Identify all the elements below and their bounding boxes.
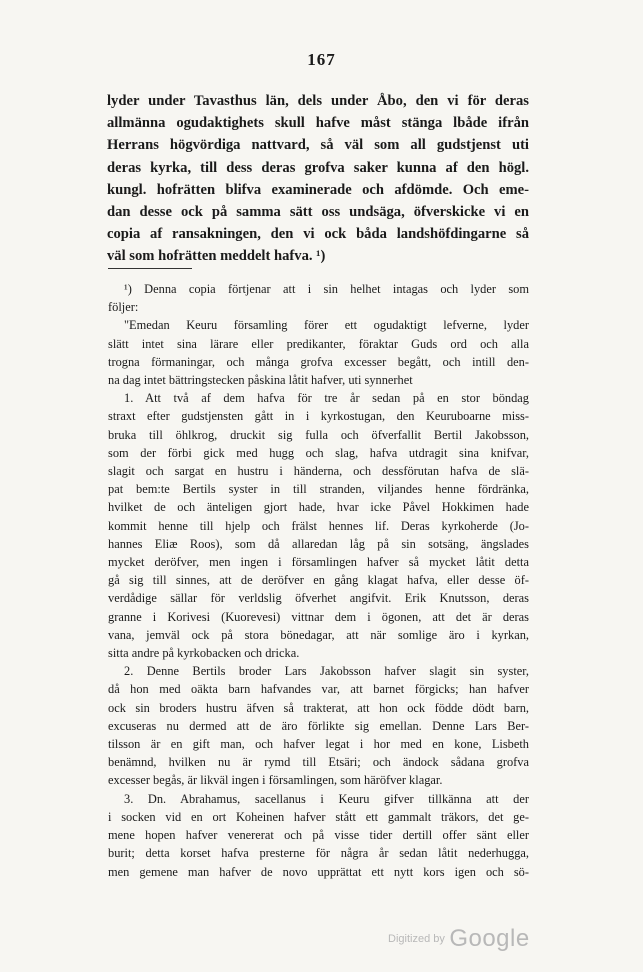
footnote-line: granne i Korivesi (Kuorevesi) vittnar dem i ögonen, att det är deras [108, 609, 529, 624]
footnote-line: ock sin broders hustru äfven så trakterat, att hon ock födde dödt barn, [108, 700, 529, 715]
main-text-line: deras kyrka, till dess deras grofva saker kunna af den högl. [107, 159, 529, 176]
footnote-line: excuseras nu dermed att de äro förlikte sig emellan. Denne Lars Ber- [108, 718, 529, 733]
footnote-line: i socken vid en ort Koheinen hafver stått ett gammalt träkors, det ge- [108, 809, 529, 824]
footnote-line: slagit och sargat en hustru i händerna, och dessförutan hafva de slä- [108, 464, 529, 479]
footnote-line: straxt efter gudstjensten gått in i kyrkostugan, den Keuruboarne miss- [108, 409, 529, 424]
footnote-line: vana, jemväl ock på stora bönedagar, att när somlige äro i kyrkan, [108, 627, 529, 642]
footnote-line: som der förbi gick med hugg och slag, hafva utdragit sina knifvar, [108, 445, 529, 460]
footnote-line: verdådige sällar för verldslig öfverhet angifvit. Erik Knutsson, deras [108, 591, 529, 606]
page-number: 167 [307, 50, 336, 69]
footnote-line: 3. Dn. Abrahamus, sacellanus i Keuru gifver tillkänna att der [124, 791, 529, 806]
footnote-line: burit; detta korset hafva presterne för några år sedan låtit nederhugga, [108, 846, 529, 861]
google-logo: Google [449, 925, 530, 952]
main-text-line: kungl. hofrätten blifva examinerade och afdömde. Och eme- [107, 181, 529, 198]
main-text-line: lyder under Tavasthus län, dels under Åbo, den vi för deras [107, 93, 529, 109]
footnote-line: följer: [108, 300, 139, 315]
footnote-line: excesser begås, är likväl ingen i församlingen, som häröfver klagar. [108, 773, 443, 788]
footnote-line: mycket deröfver, men ingen i församlingen hafver så mycket låtit detta [108, 555, 529, 570]
footnote [108, 280, 529, 881]
footnote-line: men gemene man hafver de novo upprättat ett nytt kors igen och sö- [108, 864, 529, 879]
watermark-prefix: Digitized by [388, 933, 445, 945]
footnote-line: pat bem:te Bertils syster in till stranden, viljandes henne fördränka, [108, 482, 529, 497]
footnote-line: 2. Denne Bertils broder Lars Jakobsson hafver slagit sin syster, [124, 664, 529, 679]
footnote-line: 1. Att två af dem hafva för tre år sedan på en stor böndag [124, 391, 529, 406]
footnote-line: benämnd, hvilken nu är rymd till Etsäri; och ändock sådana grofva [108, 755, 529, 770]
footnote-line: mene hopen hafver venererat och på visse tider dertill offer sänt eller [108, 828, 529, 843]
main-text [107, 90, 529, 268]
footnote-line: slätt intet sina lärare eller predikanter, föraktar Guds ord och alla [108, 336, 529, 351]
footnote-line: sitta andre på kyrkobacken och dricka. [108, 646, 300, 661]
main-text-line: Herrans högvördiga nattvard, så väl som all gudstjenst uti [107, 137, 529, 154]
footnote-line: trogna förmaningar, och många grofva excesser begått, och intill den- [108, 354, 529, 369]
digitized-by-google-watermark [388, 925, 530, 953]
footnote-line: ¹) Denna copia förtjenar att i sin helhet intagas och lyder som [124, 282, 529, 296]
footnote-line: kommit henne till hjelp och frälst hennes lif. Deras kyrkoherde (Jo- [108, 518, 529, 533]
footnote-line: bruka till öhlkrog, druckit sig fulla och öfverfallit Bertil Jakobsson, [108, 427, 529, 442]
footnote-line: na dag intet bättringstecken påskina låtit hafver, uti synnerhet [108, 373, 413, 388]
main-text-line: väl som hofrätten meddelt hafva. ¹) [107, 248, 326, 265]
footnote-line: tilsson är en gift man, och hafver legat i hor med en kone, Lisbeth [108, 737, 529, 752]
footnote-line: då hon med oäkta barn hafvandes var, att barnet förgicks; han hafver [108, 682, 529, 697]
main-text-line: dan desse ock på samma sätt oss undsäga, öfverskicke vi en [107, 204, 529, 221]
footnote-line: hvilket de och änteligen gjort hade, hvar icke Påvel Hokkimen hade [108, 500, 529, 515]
main-text-line: allmänna ogudaktighets skull hafve måst stänga lbåde ifrån [107, 115, 529, 132]
footnote-line: "Emedan Keuru församling förer ett ogudaktigt lefverne, lyder [124, 318, 529, 333]
main-text-line: copia af ransakningen, den vi ock båda landshöfdingarne så [107, 226, 529, 243]
footnote-line: hannes Eliæ Roos), som då allaredan låg på sin sotsäng, ängslades [108, 536, 529, 551]
footnote-divider [108, 268, 192, 269]
footnote-line: gå sig till sinnes, att de deröfver en gång klagat hafva, eller desse öf- [108, 573, 529, 588]
